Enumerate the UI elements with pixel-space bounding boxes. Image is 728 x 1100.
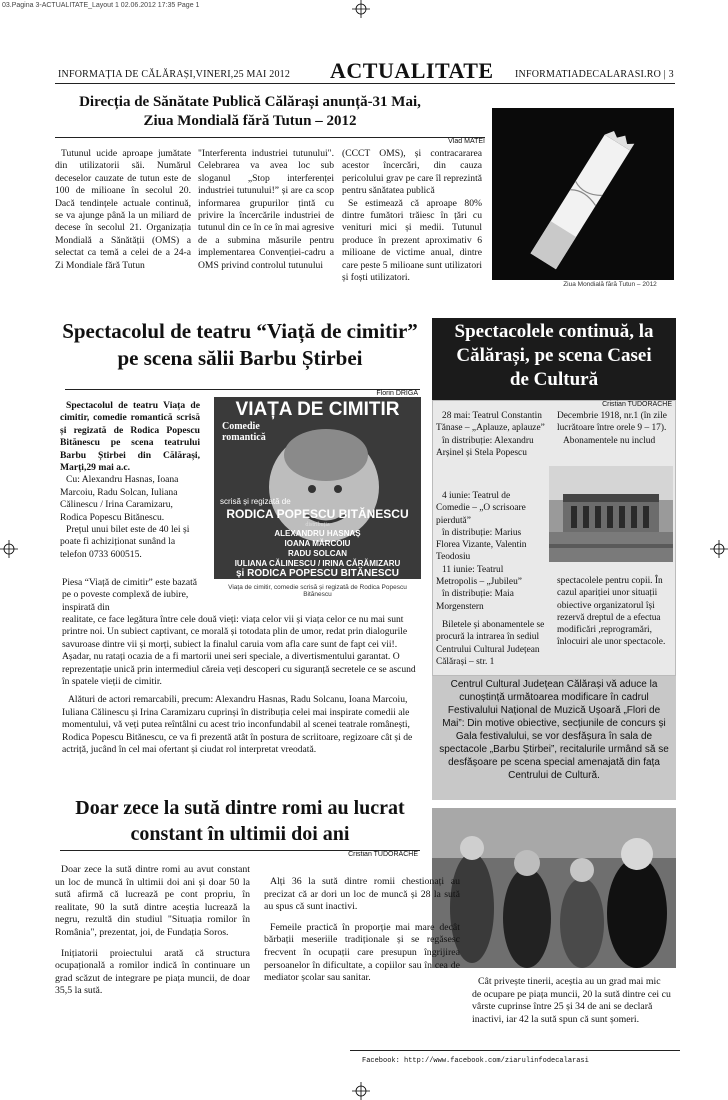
footer-rule bbox=[350, 1050, 680, 1051]
poster-cast-name: IULIANA CĂLINESCU / IRINA CĂRĂMIZARU bbox=[234, 559, 401, 568]
paragraph: Alți 36 la sută dintre romii chestionați au precizat că ar dori un loc de muncă și 28 la sută au spus că sunt inactivi. bbox=[264, 876, 460, 913]
article1-col3 bbox=[342, 148, 482, 298]
article3-byline: Cristian TUDORACHE bbox=[602, 401, 672, 408]
house-of-culture-photo bbox=[549, 466, 673, 562]
article4-headline bbox=[55, 795, 425, 847]
article2-headline bbox=[55, 318, 425, 372]
paragraph: Piesa “Viață de cimitir” este bazată pe o poveste complexă de iubire, inspirată din bbox=[62, 577, 198, 613]
poster-written-by: scrisă și regizată de bbox=[220, 497, 291, 506]
registration-mark-icon bbox=[0, 540, 18, 558]
article3-col-right-bottom bbox=[557, 575, 672, 649]
paragraph: Inițiatorii proiectului arată că structura ocupațională a romilor indică în continuare un grad scăzut de integrare pe piața muncii, de doar 35,5 la sută. bbox=[55, 947, 250, 997]
program-item: în distribuție: Marius Florea Vizante, Valentin Teodosiu bbox=[436, 527, 527, 563]
paragraph: spectacolele pentru copii. În cazul apariției unor situații obiective organizatorul își rezervă dreptul de a efectua modificări ,reprogramări, înlocuiri ale unor spectacole. bbox=[557, 576, 666, 648]
headline-line: Direcția de Sănătate Publică Călărași anunță-31 Mai, bbox=[79, 94, 421, 110]
paragraph: Tutunul ucide aproape jumătate din utilizatorii săi. Numărul deceselor cauzate de tutun este de 100 de milioane în secolul 20. Dacă tendințele actuale continuă, se va ajunge până la un miliard de decese în secolul 21. Organizația Mondială a Sănătății (OMS) a selectat ca temă a celei de a 24-a Zi Mondiale fără Tutun bbox=[55, 148, 191, 271]
article2-lead-col bbox=[60, 400, 200, 561]
lead-paragraph: Spectacolul de teatru Viața de cimitir, comedie romantică scrisă și regizată de Rodica Popescu Bitănescu pe scena teatrului Barbu Știrbei din Călărași, Marți,29 mai a.c. bbox=[60, 400, 200, 474]
article1-byline: Vlad MATEI bbox=[448, 138, 485, 145]
poster-genre-line: Comedie bbox=[222, 421, 260, 432]
poster-title: VIAȚA DE CIMITIR bbox=[235, 399, 400, 420]
headline-line: constant în ultimii doi ani bbox=[130, 823, 350, 845]
footer-facebook[interactable]: Facebook: http://www.facebook.com/ziarulinfodecalarasi bbox=[362, 1057, 589, 1065]
paragraph: Doar zece la sută dintre romi au avut constant un loc de muncă în ultimii doi ani și doar 50 la sută afirmă că lucrează pe cont propriu, în realitate, 90 la sută dintre aceștia lucrează la negru, rezultă din studiul "Situația romilor în România", prezentat, joi, de Fundația Soros. bbox=[55, 864, 250, 938]
program-item: în distribuție: Maia Morgenstern bbox=[436, 589, 514, 612]
article3-headline bbox=[432, 318, 676, 392]
section-name: ACTUALITATE bbox=[330, 58, 494, 83]
article3-header-box bbox=[432, 318, 676, 400]
article2-byline: Florin DRIGA bbox=[376, 390, 418, 397]
article2-body bbox=[62, 614, 422, 756]
paragraph: Se estimează că aproape 80% dintre fumători trăiesc în țări cu venituri mici și medii. Tutunul produce în prezent aproximativ 6 milioane de victime anual, dintre care peste 5 milioane sunt utilizatori și foști utilizatori. bbox=[342, 197, 482, 284]
headline-line: Ziua Mondială fără Tutun – 2012 bbox=[143, 113, 357, 129]
article4-col2 bbox=[264, 876, 460, 985]
poster-author: RODICA POPESCU BITĂNESCU bbox=[226, 507, 409, 521]
registration-mark-icon bbox=[352, 0, 370, 18]
print-slug: 03.Pagina 3-ACTUALITATE_Layout 1 02.06.2012 17:35 Page 1 bbox=[2, 2, 200, 9]
play-poster bbox=[214, 397, 421, 579]
header-website: INFORMATIADECALARASI.RO | 3 bbox=[515, 69, 674, 80]
article1-col1 bbox=[55, 148, 191, 298]
poster-cast-name: ALEXANDRU HASNAȘ bbox=[274, 529, 361, 538]
roma-people-photo bbox=[432, 808, 676, 968]
poster-and: și bbox=[236, 568, 245, 579]
article1-col2 bbox=[198, 148, 334, 298]
poster-cast-name: RADU SOLCAN bbox=[287, 549, 348, 558]
poster-bottom-name: RODICA POPESCU BITĂNESCU bbox=[247, 568, 399, 579]
paragraph: Alături de actori remarcabili, precum: Alexandru Hasnas, Radu Solcanu, Ioana Marcoiu, Iuliana Călinescu și Irina Caramizaru cuprinși în distribuția celei mai inspirate comedii ale momentului, vă veți putea reîntâlni cu acest trio inconfundabil al scenei teatrale românești, Rodica Popescu Bitănescu, ce va fi prezentă atât în postura de scriitoare, regizoare cât și de actriță, jucând în cel mai ofertant și ciudat rol interpretat vreodată. bbox=[62, 694, 413, 756]
registration-mark-icon bbox=[710, 540, 728, 558]
article4-col1 bbox=[55, 864, 250, 998]
headline-line: Spectacolele continuă, la bbox=[454, 321, 654, 342]
poster-cast-name: IOANA MĂRCOIU bbox=[284, 539, 351, 548]
poster-bottom bbox=[214, 569, 421, 579]
paragraph: Cât privește tinerii, aceștia au un grad mai mic de ocupare pe piața muncii, 20 la sută dintre cei cu vârste cuprinse între 25 și 34 de ani se declară inactivi, iar 42 la sută spun că sunt șomeri. bbox=[472, 976, 671, 1025]
paragraph: Cu: Alexandru Hasnas, Ioana Marcoiu, Radu Solcan, Iuliana Călinescu / Irina Caramizaru, Rodica Popescu Bitănescu. bbox=[60, 474, 179, 523]
headline-line: Călărași, pe scena Casei bbox=[456, 345, 652, 366]
poster-genre-line: romantică bbox=[222, 432, 266, 443]
header-rule bbox=[55, 83, 675, 84]
article4-byline: Cristian TUDORACHE bbox=[348, 851, 418, 858]
program-item: Biletele și abonamentele se procură la intrarea în sediul Centrului Cultural Județean Călărași – str. 1 bbox=[436, 619, 545, 667]
festival-notice: Centrul Cultural Județean Călărași vă aduce la cunoștință următoarea modificare în cadrul Festivalului Național de Muzică Ușoară „Flori de Mai”: Din motive obiective, secțiunile de concurs și Gala festivalului, se vor desfășura în sala de spectacole „Barbu Știrbei”, recitalurile urmând să se desfășoare pe scena special amenajată din fața Centrului de Cultură. bbox=[439, 679, 669, 781]
paragraph: (CCCT OMS), și contracararea acestor încercări, din cauza pericolului grav pe care îl reprezintă pentru sănătatea publică bbox=[342, 148, 482, 197]
program-item: 28 mai: Teatrul Constantin Tănase – „Aplauze, aplauze” bbox=[436, 411, 545, 434]
registration-mark-icon bbox=[352, 1082, 370, 1100]
article1-caption: Ziua Mondială fără Tutun – 2012 bbox=[563, 281, 657, 288]
paragraph: Abonamentele nu includ bbox=[563, 435, 656, 446]
header-date: INFORMAȚIA DE CĂLĂRAȘI,VINERI,25 MAI 2012 bbox=[58, 69, 291, 80]
poster-distrib: distribuția bbox=[305, 522, 330, 528]
program-item: în distribuție: Alexandru Arșinel și Stela Popescu bbox=[436, 435, 534, 458]
paragraph: Prețul unui bilet este de 40 lei și poate fi achiziționat sunând la telefon 0733 600515. bbox=[60, 524, 190, 560]
article3-col-left-mid bbox=[436, 490, 546, 668]
program-item: 11 iunie: Teatrul Metropolis – „Jubileu” bbox=[436, 564, 522, 588]
poster-cast bbox=[214, 529, 421, 569]
article2-caption: Viața de cimitir, comedie scrisă și regizată de Rodica Popescu Bitănescu bbox=[228, 584, 407, 598]
headline-line: pe scena sălii Barbu Știrbei bbox=[117, 346, 363, 370]
headline-line: de Cultură bbox=[509, 369, 599, 390]
poster-genre bbox=[222, 421, 266, 443]
cigarette-photo bbox=[492, 108, 674, 280]
program-item: 4 iunie: Teatrul de Comedie – „O scrisoare pierdută” bbox=[436, 491, 526, 526]
article1-headline bbox=[60, 93, 440, 131]
article2-intro bbox=[62, 577, 207, 614]
headline-line: Doar zece la sută dintre romi au lucrat bbox=[75, 797, 405, 819]
article3-col-right-top bbox=[557, 410, 672, 447]
headline-line: Spectacolul de teatru “Viață de cimitir” bbox=[62, 319, 418, 343]
paragraph: Femeile practică în proporție mai mare decât bărbații meseriile tradiționale și se regăsesc frecvent în ocupații care presupun îngrijirea persoanelor în dificultate, a copiilor sau în cea de mediator școlar sau sanitar. bbox=[264, 921, 460, 984]
article3-col-left-top bbox=[436, 410, 546, 490]
article4-col3 bbox=[472, 976, 672, 1026]
paragraph: Decembrie 1918, nr.1 (în zile lucrătoare între orele 9 – 17). bbox=[557, 411, 667, 434]
paragraph: "Interferenta industriei tutunului". Celebrarea va avea loc sub sloganul „Stop interferenței industriei tutunului!” și are ca scop informarea grupurilor țintă cu privire la încercările industriei de tutunul din ce în ce în mai agresive de a submina măsurile pentru implementarea Convenției-cadru a OMS privind controlul tutunului bbox=[198, 148, 334, 271]
paragraph: realitate, ce face legătura între cele două vieți: viața celor vii și viața celor ce nu mai sunt printre noi. Un subiect captivant, ce morală și totodata plin de umor, redat prin dialogurile savuroase dintre vii și morți, subiect la finalul caruia vom afla care sunt de fapt cei vii!. Așadar, nu ratați ocazia de a fi martorii unei seri speciale, a divertismentului garantat. O reprezentație unică prin intermediul căreia veți descoperi cu siguranță secretele ce se ascund în spatele vieții de cimitir. bbox=[62, 614, 416, 688]
festival-notice-box bbox=[432, 676, 676, 800]
